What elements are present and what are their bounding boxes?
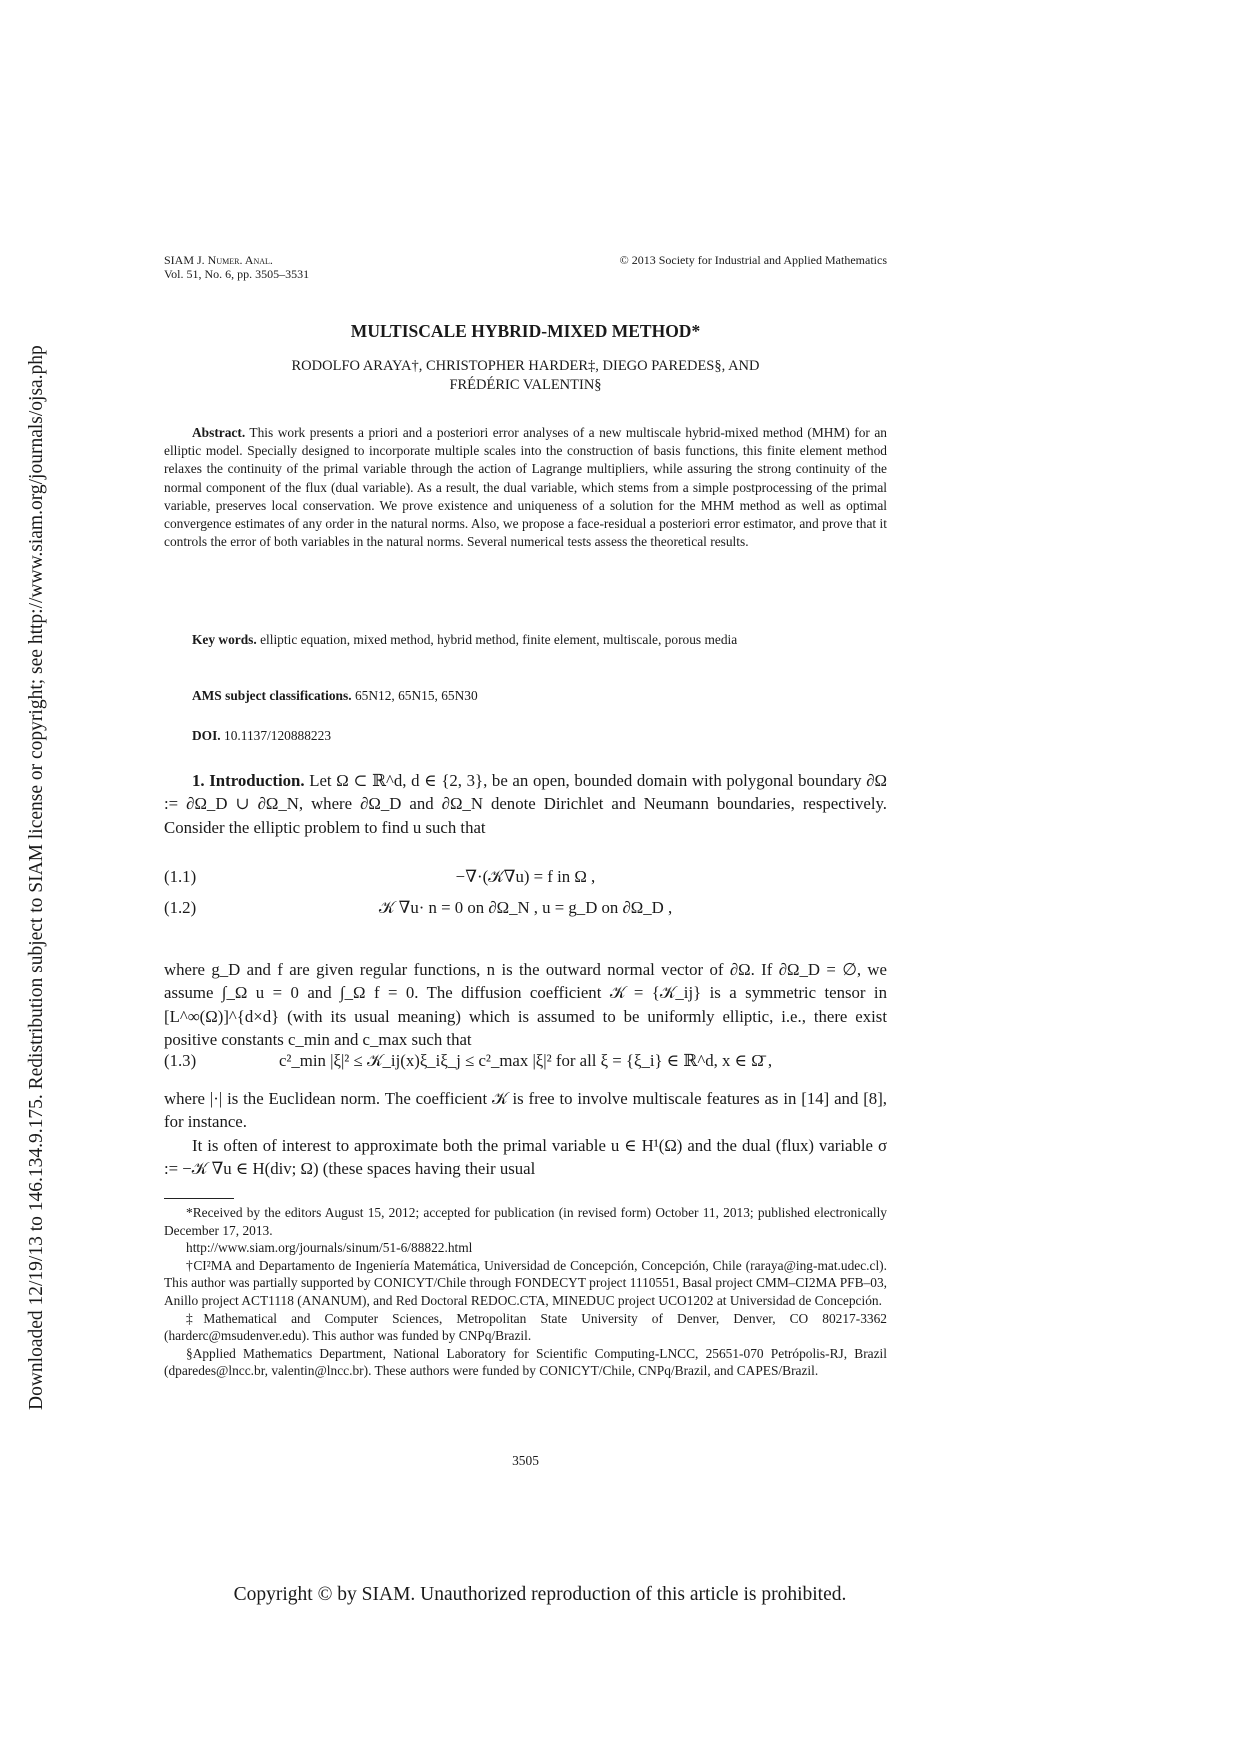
volume-info: Vol. 51, No. 6, pp. 3505–3531 [164, 267, 310, 281]
footnote: §Applied Mathematics Department, National Laboratory for Scientific Computing-LNCC, 25651-070 Petrópolis-RJ, Brazil (dparedes@lncc.br, valentin@lncc.br). These authors were funded by CONICYT/Chile, CNPq/Brazil, and CAPES/Brazil. [164, 1345, 887, 1379]
ams-text: 65N12, 65N15, 65N30 [354, 688, 478, 703]
download-notice: Downloaded 12/19/13 to 146.134.9.175. Redistribution subject to SIAM license or copyright; see http://www.siam.org/journals/ojsa.php [26, 345, 47, 1410]
authors-line-1: RODOLFO ARAYA†, CHRISTOPHER HARDER‡, DIEGO PAREDES§, AND [291, 358, 760, 374]
footnote: ‡Mathematical and Computer Sciences, Metropolitan State University of Denver, Denver, CO 80217-3362 (harderc@msudenver.edu). This author was funded by CNPq/Brazil. [164, 1310, 887, 1344]
footnote-url: http://www.siam.org/journals/sinum/51-6/88822.html [186, 1240, 473, 1256]
paragraph-text: where g_D and f are given regular functions, n is the outward normal vector of ∂Ω. If ∂Ω_D = ∅, we assume ∫_Ω u = 0 and ∫_Ω f = 0. The diffusion coefficient 𝒦 = {𝒦_ij} is a symmetric tensor in [L^∞(Ω)]^{d×d} (with its usual meaning) which is assumed to be uniformly elliptic, i.e., there exist positive constants c_min and c_max such that [164, 960, 887, 1050]
abstract-text: This work presents a priori and a posteriori error analyses of a new multiscale hybrid-mixed method (MHM) for an elliptic model. Specially designed to incorporate multiple scales into the construction of basis functions, this finite element method relaxes the continuity of the primal variable through the action of Lagrange multipliers, while assuring the strong continuity of the normal component of the flux (dual variable). As a result, the dual variable, which stems from a simple postprocessing of the primal variable, preserves local conservation. We prove existence and uniqueness of a solution for the MHM method as well as optimal convergence estimates of any order in the natural norms. Also, we propose a face-residual a posteriori error estimator, and prove that it controls the error of both variables in the natural norms. Several numerical tests assess the theoretical results. [164, 425, 887, 550]
abstract [164, 424, 887, 551]
introduction [164, 769, 887, 839]
footnote: †CI²MA and Departamento de Ingeniería Matemática, Universidad de Concepción, Concepción, Chile (raraya@ing-mat.udec.cl). This author was partially supported by CONICYT/Chile through FONDECYT project 1110551, Basal project CMM–CI2MA PFB–03, Anillo project ACT1118 (ANANUM), and Red Doctoral REDOC.CTA, MINEDUC project UCO1202 at Universidad de Concepción. [164, 1257, 887, 1308]
intro-heading: 1. Introduction. [192, 771, 305, 790]
paper-title: MULTISCALE HYBRID-MIXED METHOD* [350, 321, 701, 341]
footnote-rule [164, 1198, 234, 1199]
paragraph-text: It is often of interest to approximate both the primal variable u ∈ H¹(Ω) and the dual (flux) variable σ := −𝒦 ∇u ∈ H(div; Ω) (these spaces having their usual [164, 1135, 887, 1179]
paragraph [164, 1087, 887, 1181]
paragraph [164, 958, 887, 1052]
abstract-label: Abstract. [192, 425, 246, 440]
equation-body: −∇·(𝒦∇u) = f in Ω , [455, 867, 596, 886]
author-list [164, 357, 887, 395]
copyright-notice: Copyright © by SIAM. Unauthorized reproduction of this article is prohibited. [233, 1584, 847, 1605]
equation-number: (1.1) [164, 867, 197, 886]
journal-name: SIAM J. Numer. Anal. [164, 253, 273, 267]
equation-number: (1.3) [164, 1051, 197, 1070]
keywords-text: elliptic equation, mixed method, hybrid method, finite element, multiscale, porous media [260, 632, 738, 647]
equation-body: 𝒦 ∇u· n = 0 on ∂Ω_N , u = g_D on ∂Ω_D , [378, 898, 673, 917]
authors-line-2: FRÉDÉRIC VALENTIN§ [449, 377, 602, 393]
footnotes [164, 1204, 887, 1380]
equation-number: (1.2) [164, 898, 197, 917]
footnote: *Received by the editors August 15, 2012; accepted for publication (in revised form) October 11, 2013; published electronically December 17, 2013. [164, 1205, 887, 1238]
ams-label: AMS subject classifications. [192, 688, 352, 703]
doi-text: 10.1137/120888223 [224, 728, 332, 743]
intro-text: Let Ω ⊂ ℝ^d, d ∈ {2, 3}, be an open, bounded domain with polygonal boundary ∂Ω := ∂Ω_D ∪ ∂Ω_N, where ∂Ω_D and ∂Ω_N denote Dirichlet and Neumann boundaries, respectively. Consider the elliptic problem to find u such that [164, 771, 887, 837]
copyright-line: © 2013 Society for Industrial and Applied Mathematics [619, 253, 887, 267]
page-number: 3505 [512, 1453, 539, 1468]
doi-label: DOI. [192, 728, 221, 743]
paragraph-text: where |·| is the Euclidean norm. The coefficient 𝒦 is free to involve multiscale features as in [14] and [8], for instance. [164, 1089, 887, 1132]
equation-body: c²_min |ξ|² ≤ 𝒦_ij(x)ξ_iξ_j ≤ c²_max |ξ|² for all ξ = {ξ_i} ∈ ℝ^d, x ∈ Ω̄ , [278, 1051, 773, 1070]
doi [164, 727, 887, 745]
ams-classification [164, 687, 887, 705]
keywords [164, 631, 887, 649]
keywords-label: Key words. [192, 632, 257, 647]
